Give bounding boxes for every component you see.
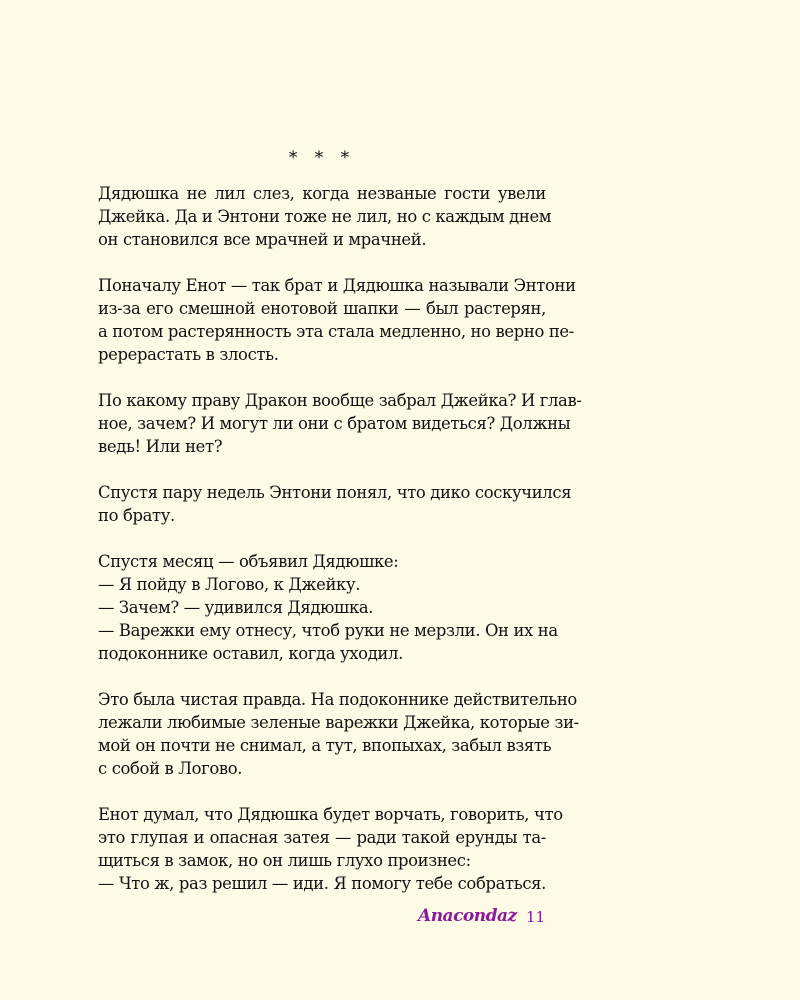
text-line: он становился все мрачней и мрачней. xyxy=(98,230,427,249)
paragraph xyxy=(98,481,572,527)
text-line: ное, зачем? И могут ли они с братом видеться? Должны xyxy=(98,414,571,433)
page-number: 11 xyxy=(526,908,546,926)
paragraph xyxy=(98,274,576,366)
anacondaz-logo: Anacondaz xyxy=(418,906,517,926)
book-page xyxy=(98,0,582,1000)
body-text xyxy=(98,182,582,918)
text-line: Поначалу Енот — так брат и Дядюшка называли Энтони xyxy=(98,276,576,295)
text-line: с собой в Логово. xyxy=(98,759,243,778)
paragraph xyxy=(98,803,563,895)
dialogue-line: — Что ж, раз решил — иди. Я помогу тебе собраться. xyxy=(98,874,546,893)
dialogue-line: — Я пойду в Логово, к Джейку. xyxy=(98,575,361,594)
text-line: мой он почти не снимал, а тут, впопыхах, забыл взять xyxy=(98,736,552,755)
text-line: а потом растерянность эта стала медленно, но верно пе- xyxy=(98,322,574,341)
text-line: Джейка. Да и Энтони тоже не лил, но с каждым днем xyxy=(98,207,552,226)
text-line: Спустя месяц — объявил Дядюшке: xyxy=(98,552,399,571)
page-footer xyxy=(418,906,548,936)
text-line: это глупая и опасная затея — ради такой ерунды та- xyxy=(98,828,546,847)
text-line: подоконнике оставил, когда уходил. xyxy=(98,644,403,663)
text-line: Это была чистая правда. На подоконнике действительно xyxy=(98,690,577,709)
paragraph xyxy=(98,182,552,251)
text-line: ведь! Или нет? xyxy=(98,437,223,456)
text-line: щиться в замок, но он лишь глухо произнес: xyxy=(98,851,471,870)
paragraph xyxy=(98,688,579,780)
text-line: из-за его смешной енотовой шапки — был растерян, xyxy=(98,299,546,318)
text-line: Енот думал, что Дядюшка будет ворчать, говорить, что xyxy=(98,805,563,824)
paragraph xyxy=(98,389,582,458)
paragraph xyxy=(98,550,558,665)
text-line: Спустя пару недель Энтони понял, что дико соскучился xyxy=(98,483,572,502)
section-separator: * * * xyxy=(288,148,356,168)
dialogue-line: — Зачем? — удивился Дядюшка. xyxy=(98,598,374,617)
text-line: по брату. xyxy=(98,506,175,525)
dialogue-line: — Варежки ему отнесу, чтоб руки не мерзли. Он их на xyxy=(98,621,558,640)
text-line: По какому праву Дракон вообще забрал Джейка? И глав- xyxy=(98,391,582,410)
text-line: Дядюшка не лил слез, когда незваные гости увели xyxy=(98,184,546,203)
text-line: ререрастать в злость. xyxy=(98,345,279,364)
text-line: лежали любимые зеленые варежки Джейка, которые зи- xyxy=(98,713,579,732)
